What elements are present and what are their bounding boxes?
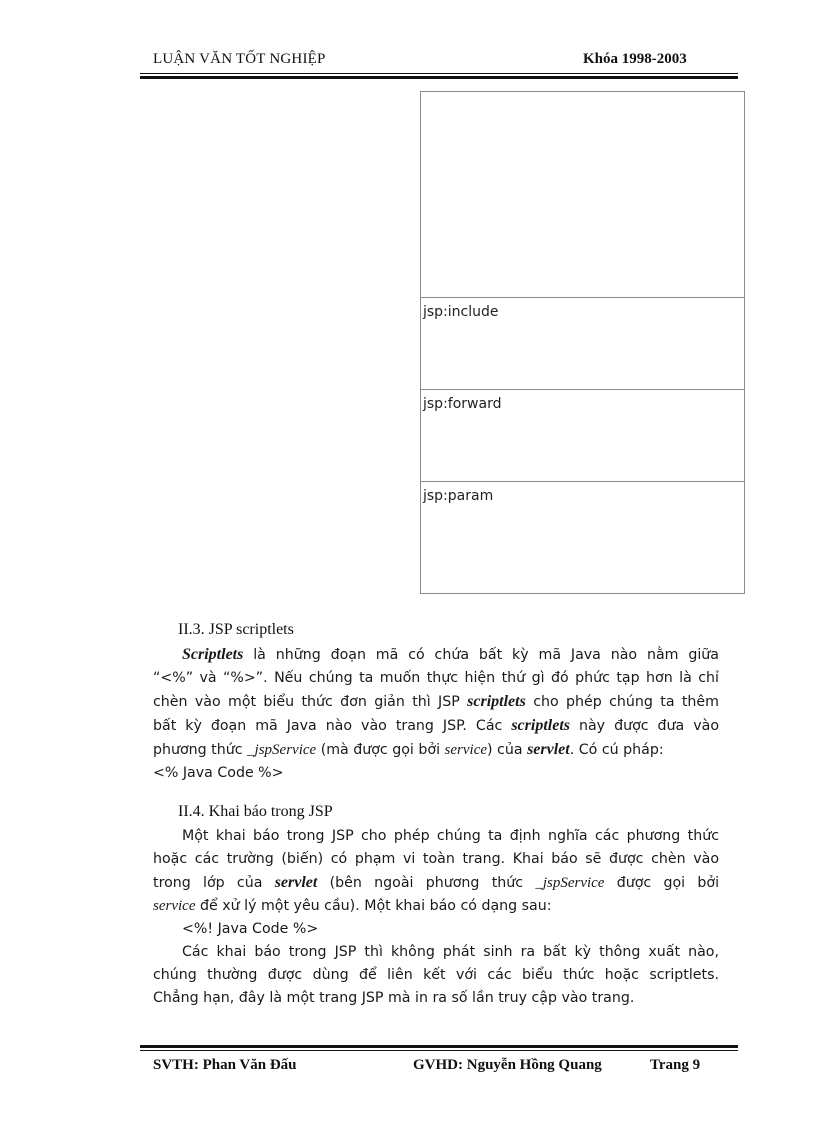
- paragraph-line: phương thức _jspService (mà được gọi bởi service) của servlet. Có cú pháp:: [153, 741, 664, 758]
- paragraph-line: chúng thường được dùng để liên kết với các biểu thức hoặc scriptlets.: [153, 967, 719, 983]
- table-row: [421, 92, 744, 297]
- paragraph-line: chèn vào một biểu thức đơn giản thì JSP scriptlets cho phép chúng ta thêm: [153, 693, 719, 710]
- declarations-paragraph: [153, 825, 719, 1010]
- footer-rule-thin: [140, 1050, 738, 1051]
- code-syntax: <%! Java Code %>: [182, 921, 319, 937]
- code-syntax: <% Java Code %>: [153, 765, 284, 781]
- footer-student: SVTH: Phan Văn Đấu: [153, 1057, 297, 1073]
- paragraph-line: Một khai báo trong JSP cho phép chúng ta định nghĩa các phương thức: [182, 828, 719, 844]
- table-row: jsp:forward: [421, 389, 744, 481]
- jsp-actions-table: [420, 91, 745, 594]
- table-row: jsp:include: [421, 297, 744, 389]
- paragraph-line: bất kỳ đoạn mã Java nào vào trang JSP. Các scriptlets này được đưa vào: [153, 717, 719, 734]
- paragraph-line: Scriptlets là những đoạn mã có chứa bất kỳ mã Java nào nằm giữa: [182, 646, 719, 663]
- section-heading-scriptlets: II.3. JSP scriptlets: [178, 621, 294, 638]
- header-thesis-title: LUẬN VĂN TỐT NGHIỆP: [153, 51, 326, 67]
- paragraph-line: Các khai báo trong JSP thì không phát sinh ra bất kỳ thông xuất nào,: [182, 944, 719, 960]
- paragraph-line: “<%” và “%>”. Nếu chúng ta muốn thực hiện thứ gì đó phức tạp hơn là chỉ: [153, 670, 719, 686]
- scriptlets-paragraph: [153, 643, 719, 785]
- paragraph-line: Chẳng hạn, đây là một trang JSP mà in ra số lần truy cập vào trang.: [153, 990, 635, 1006]
- term-scriptlets: Scriptlets: [182, 646, 244, 663]
- paragraph-line: hoặc các trường (biến) có phạm vi toàn trang. Khai báo sẽ được chèn vào: [153, 851, 719, 867]
- footer-advisor: GVHD: Nguyễn Hồng Quang: [413, 1057, 602, 1073]
- table-row: jsp:param: [421, 481, 744, 594]
- section-heading-declarations: II.4. Khai báo trong JSP: [178, 803, 333, 820]
- footer-rule-thick: [140, 1045, 738, 1048]
- page-number: Trang 9: [650, 1057, 701, 1073]
- paragraph-line: service để xử lý một yêu cầu). Một khai báo có dạng sau:: [153, 898, 552, 914]
- header-rule-thick: [140, 76, 738, 79]
- paragraph-line: trong lớp của servlet (bên ngoài phương thức _jspService được gọi bởi: [153, 874, 720, 891]
- header-course-years: Khóa 1998-2003: [583, 51, 687, 67]
- header-rule-thin: [140, 73, 738, 74]
